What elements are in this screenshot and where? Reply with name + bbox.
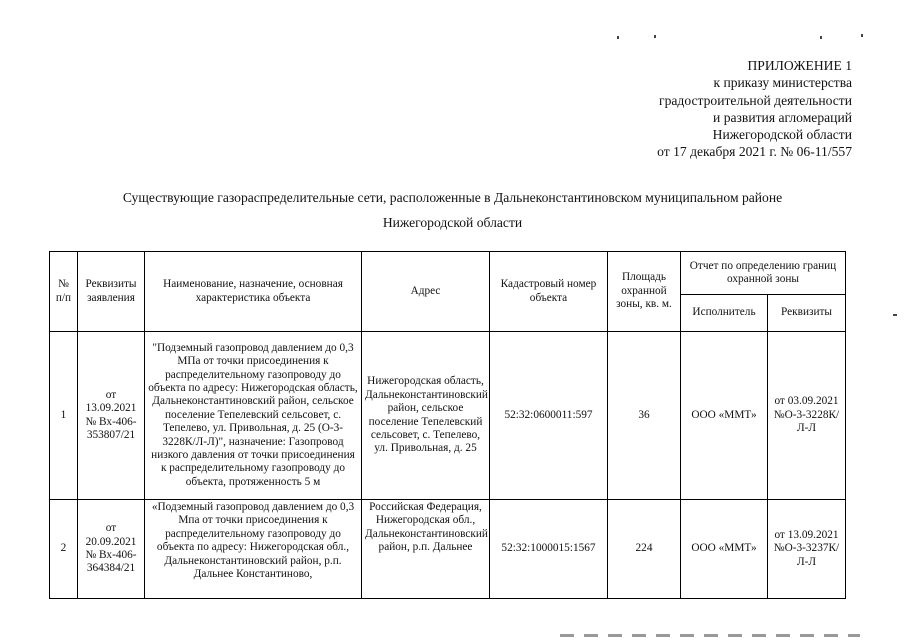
scan-speck [654, 35, 656, 38]
cell-executor: ООО «ММТ» [681, 332, 768, 500]
cell-cadastral: 52:32:0600011:597 [490, 332, 608, 500]
header-address: Адрес [362, 252, 490, 332]
cell-num: 2 [50, 500, 78, 599]
header-executor: Исполнитель [681, 295, 768, 332]
header-request: Реквизиты заявления [78, 252, 145, 332]
appendix-title: ПРИЛОЖЕНИЕ 1 [747, 58, 852, 73]
appendix-ministry-line-2: и развития агломераций [713, 109, 852, 125]
table-row [50, 500, 846, 599]
scan-footer-marks [560, 634, 860, 637]
header-num: № п/п [50, 252, 78, 332]
header-area: Площадь охранной зоны, кв. м. [608, 252, 681, 332]
cell-address: Российская Федерация, Нижегородская обл., Дальнеконстантиновский район, р.п. Дальнее [362, 500, 490, 599]
scan-speck [861, 34, 863, 37]
cell-request: от 20.09.2021 № Вх-406-364384/21 [78, 500, 145, 599]
cell-object-name: "Подземный газопровод давлением до 0,3 МПа от точки присоединения к распределительному газопроводу до объекта по адресу: Нижегородская область, Дальнеконстантиновский район, сельское поселение Тепелевский сельсовет, с. Тепелево, ул. Привольная, д. 25 (О-3-3228К/Л-Л)", назначение: Газопровод низкого давления от точки присоединения к распределительному газопроводу до объекта, протяженность 5 м [145, 332, 362, 500]
table-header-row [50, 252, 846, 295]
header-object-name: Наименование, назначение, основная характеристика объекта [145, 252, 362, 332]
appendix-ministry-line: градостроительной деятельности [659, 92, 852, 108]
cell-area: 224 [608, 500, 681, 599]
appendix-date-number: от 17 декабря 2021 г. № 06-11/557 [657, 144, 852, 160]
cell-address: Нижегородская область, Дальнеконстантиновский район, сельское поселение Тепелевский сельсовет, с. Тепелево, ул. Привольная, д. 25 [362, 332, 490, 500]
cell-request: от 13.09.2021 № Вх-406-353807/21 [78, 332, 145, 500]
scan-speck [893, 314, 897, 316]
header-report: Отчет по определению границ охранной зоны [681, 252, 846, 295]
cell-executor: ООО «ММТ» [681, 500, 768, 599]
cell-details: от 13.09.2021 №О-3-3237К/Л-Л [768, 500, 846, 599]
gas-networks-table [49, 251, 846, 599]
document-title: Существующие газораспределительные сети, расположенные в Дальнеконстантиновском муниципальном районе [122, 190, 783, 205]
cell-object-name: «Подземный газопровод давлением до 0,3 Мпа от точки присоединения к распределительному газопроводу до объекта по адресу: Нижегородская обл., Дальнеконстантиновский район, р.п. Дальнее Константиново, [145, 500, 362, 599]
document-title-region: Нижегородской области [382, 215, 523, 230]
cell-num: 1 [50, 332, 78, 500]
header-details: Реквизиты [768, 295, 846, 332]
table-row [50, 332, 846, 500]
header-cadastral: Кадастровый номер объекта [490, 252, 608, 332]
scan-speck [820, 36, 822, 39]
cell-area: 36 [608, 332, 681, 500]
appendix-block [657, 57, 852, 161]
scan-speck [617, 36, 619, 39]
cell-details: от 03.09.2021 №О-3-3228К/Л-Л [768, 332, 846, 500]
cell-cadastral: 52:32:1000015:1567 [490, 500, 608, 599]
appendix-region-line: Нижегородской области [712, 127, 852, 143]
appendix-order-line: к приказу министерства [713, 75, 852, 91]
